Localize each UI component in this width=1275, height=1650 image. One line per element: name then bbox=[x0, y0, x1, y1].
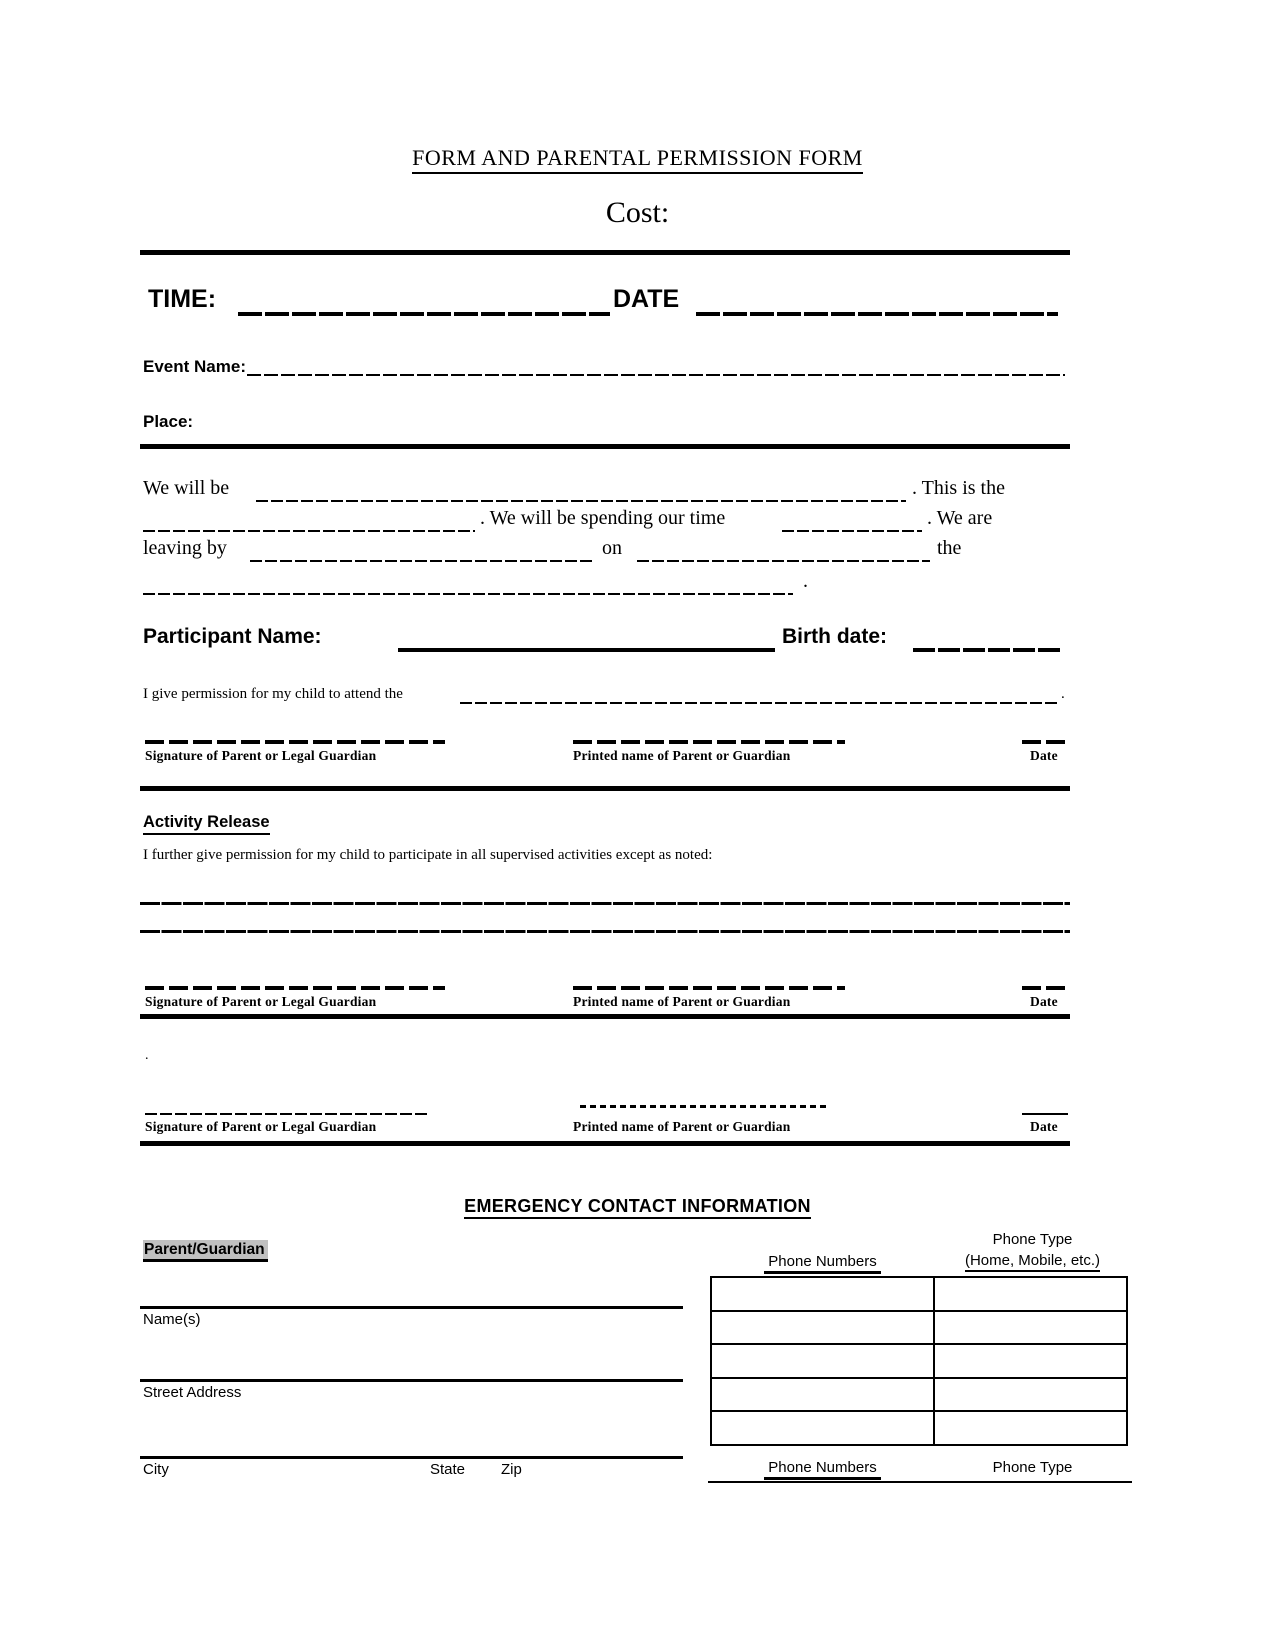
signature-label-2: Signature of Parent or Legal Guardian bbox=[145, 994, 377, 1009]
signature-line-3[interactable] bbox=[145, 1113, 427, 1115]
date-label-3: Date bbox=[1030, 1119, 1058, 1134]
phone-numbers-header: Phone Numbers bbox=[764, 1253, 880, 1274]
time-blank[interactable] bbox=[238, 312, 610, 316]
participant-name-blank[interactable] bbox=[398, 648, 775, 652]
event-name-blank[interactable] bbox=[247, 374, 1065, 376]
notes-line-1[interactable] bbox=[140, 902, 1070, 905]
phone-type-header: Phone Type bbox=[992, 1231, 1073, 1248]
phone-type-hint-wrap bbox=[930, 1252, 1135, 1270]
footer-phone-numbers-wrap bbox=[710, 1459, 935, 1477]
trip-paragraph-line3-start: leaving by bbox=[143, 537, 227, 559]
trip-paragraph-line2-end: . We are bbox=[927, 507, 993, 529]
participant-name-label: Participant Name: bbox=[143, 625, 322, 648]
signature-label: Signature of Parent or Legal Guardian bbox=[145, 748, 377, 763]
cost-label: Cost: bbox=[605, 196, 670, 229]
date-label: DATE bbox=[613, 285, 680, 313]
trip-paragraph-line1-end: . This is the bbox=[912, 477, 1005, 499]
activity-release-row bbox=[143, 813, 270, 835]
phone-table-row bbox=[711, 1277, 1127, 1311]
trip-paragraph-line2-mid: . We will be spending our time bbox=[480, 507, 726, 529]
signature-line-2[interactable] bbox=[145, 986, 445, 990]
form-title: FORM AND PARENTAL PERMISSION FORM bbox=[412, 145, 863, 174]
street-address-label: Street Address bbox=[143, 1384, 242, 1401]
phone-number-cell[interactable] bbox=[711, 1277, 934, 1311]
footer-phone-type-label: Phone Type bbox=[992, 1459, 1073, 1476]
phone-type-cell[interactable] bbox=[934, 1344, 1127, 1378]
state-label: State bbox=[430, 1461, 466, 1478]
printed-name-line-3[interactable] bbox=[580, 1105, 830, 1108]
phone-type-cell[interactable] bbox=[934, 1277, 1127, 1311]
phone-type-cell[interactable] bbox=[934, 1311, 1127, 1345]
phone-number-cell[interactable] bbox=[711, 1311, 934, 1345]
phone-number-cell[interactable] bbox=[711, 1344, 934, 1378]
phone-number-cell[interactable] bbox=[711, 1411, 934, 1445]
printed-name-line-2[interactable] bbox=[573, 986, 845, 990]
section-divider-1 bbox=[140, 786, 1070, 791]
signature-line[interactable] bbox=[145, 740, 445, 744]
trip-paragraph-line3-mid: on bbox=[602, 537, 622, 559]
printed-name-label: Printed name of Parent or Guardian bbox=[573, 748, 791, 763]
cost-divider bbox=[140, 250, 1070, 255]
date-label-2: Date bbox=[1030, 994, 1058, 1009]
stray-period: . bbox=[145, 1048, 149, 1063]
date-label: Date bbox=[1030, 748, 1058, 763]
names-line[interactable] bbox=[140, 1306, 683, 1309]
city-label: City bbox=[143, 1461, 169, 1478]
phone-type-cell[interactable] bbox=[934, 1411, 1127, 1445]
attend-permission-punct: . bbox=[1061, 686, 1065, 702]
date-line-3[interactable] bbox=[1022, 1113, 1068, 1115]
section-divider-3 bbox=[140, 1141, 1070, 1146]
trip-blank-1[interactable] bbox=[256, 500, 906, 502]
trip-blank-6[interactable] bbox=[143, 593, 793, 595]
phone-type-cell[interactable] bbox=[934, 1378, 1127, 1412]
signature-label-3: Signature of Parent or Legal Guardian bbox=[145, 1119, 377, 1134]
phone-table-row bbox=[711, 1411, 1127, 1445]
birth-date-blank[interactable] bbox=[913, 648, 1060, 652]
trip-paragraph-line3-end: the bbox=[937, 537, 962, 559]
printed-name-label-3: Printed name of Parent or Guardian bbox=[573, 1119, 791, 1134]
trip-blank-2[interactable] bbox=[143, 530, 475, 532]
notes-line-2[interactable] bbox=[140, 930, 1070, 933]
birth-date-label: Birth date: bbox=[782, 625, 887, 648]
names-label: Name(s) bbox=[143, 1311, 201, 1328]
printed-name-line[interactable] bbox=[573, 740, 845, 744]
emergency-heading-row bbox=[0, 1196, 1275, 1217]
emergency-heading: EMERGENCY CONTACT INFORMATION bbox=[464, 1196, 811, 1219]
phone-table bbox=[710, 1276, 1128, 1446]
attend-permission-blank[interactable] bbox=[460, 702, 1058, 704]
section-divider-2 bbox=[140, 1014, 1070, 1019]
trip-blank-5[interactable] bbox=[637, 560, 930, 562]
parent-guardian-label: Parent/Guardian bbox=[143, 1240, 268, 1262]
activity-release-heading: Activity Release bbox=[143, 813, 270, 835]
parent-guardian-row bbox=[143, 1241, 268, 1259]
phone-table-row bbox=[711, 1378, 1127, 1412]
activity-release-text: I further give permission for my child to participate in all supervised activities except as noted: bbox=[143, 847, 713, 863]
form-title-row bbox=[0, 145, 1275, 171]
city-line[interactable] bbox=[140, 1456, 683, 1459]
place-label: Place: bbox=[143, 412, 194, 431]
zip-label: Zip bbox=[501, 1461, 522, 1478]
cost-row bbox=[0, 196, 1275, 230]
street-address-line[interactable] bbox=[140, 1379, 683, 1382]
date-blank[interactable] bbox=[696, 312, 1058, 316]
place-divider bbox=[140, 444, 1070, 449]
phone-numbers-header-wrap bbox=[710, 1253, 935, 1271]
attend-permission-text: I give permission for my child to attend the bbox=[143, 686, 403, 702]
phone-number-cell[interactable] bbox=[711, 1378, 934, 1412]
trip-paragraph-line4-end: . bbox=[803, 570, 808, 592]
date-line[interactable] bbox=[1022, 740, 1068, 744]
phone-table-row bbox=[711, 1311, 1127, 1345]
trip-blank-3[interactable] bbox=[782, 530, 922, 532]
time-label: TIME: bbox=[148, 285, 217, 313]
footer-phone-numbers-label: Phone Numbers bbox=[764, 1459, 880, 1480]
trip-paragraph-line1-start: We will be bbox=[143, 477, 230, 499]
phone-table-row bbox=[711, 1344, 1127, 1378]
date-line-2[interactable] bbox=[1022, 986, 1068, 990]
event-name-label: Event Name: bbox=[143, 357, 246, 376]
footer-divider bbox=[708, 1481, 1132, 1483]
printed-name-label-2: Printed name of Parent or Guardian bbox=[573, 994, 791, 1009]
phone-type-hint: (Home, Mobile, etc.) bbox=[965, 1252, 1100, 1272]
trip-blank-4[interactable] bbox=[250, 560, 595, 562]
